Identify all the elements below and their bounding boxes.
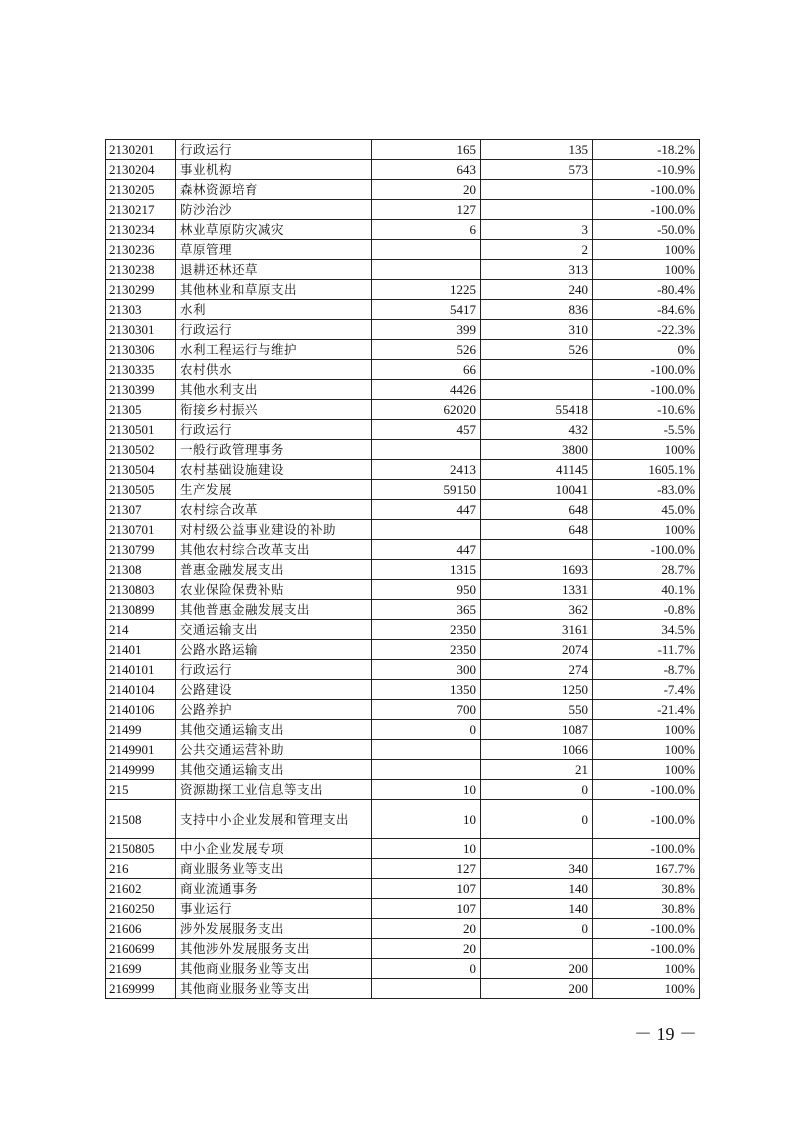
table-row: [106, 879, 700, 899]
curr-amount-cell: 140: [481, 899, 593, 919]
name-cell: 生产发展: [176, 480, 372, 500]
change-cell: -100.0%: [593, 939, 700, 959]
name-cell: 公路水路运输: [176, 640, 372, 660]
name-cell: 商业服务业等支出: [176, 859, 372, 879]
curr-amount-cell: [481, 380, 593, 400]
code-cell: 21401: [106, 640, 176, 660]
curr-amount-cell: 0: [481, 780, 593, 800]
change-cell: -11.7%: [593, 640, 700, 660]
code-cell: 2140104: [106, 680, 176, 700]
change-cell: -100.0%: [593, 780, 700, 800]
code-cell: 2130799: [106, 540, 176, 560]
name-cell: 公共交通运营补助: [176, 740, 372, 760]
name-cell: 普惠金融发展支出: [176, 560, 372, 580]
name-cell: 公路建设: [176, 680, 372, 700]
prev-amount-cell: 107: [372, 879, 481, 899]
table-row: [106, 200, 700, 220]
code-cell: 21305: [106, 400, 176, 420]
curr-amount-cell: 340: [481, 859, 593, 879]
change-cell: -10.9%: [593, 160, 700, 180]
change-cell: 100%: [593, 760, 700, 780]
table-row: [106, 780, 700, 800]
curr-amount-cell: [481, 839, 593, 859]
change-cell: 28.7%: [593, 560, 700, 580]
code-cell: 2160250: [106, 899, 176, 919]
change-cell: 100%: [593, 720, 700, 740]
name-cell: 商业流通事务: [176, 879, 372, 899]
name-cell: 行政运行: [176, 320, 372, 340]
table-row: [106, 600, 700, 620]
prev-amount-cell: 10: [372, 800, 481, 839]
curr-amount-cell: [481, 360, 593, 380]
table-row: [106, 700, 700, 720]
code-cell: 2130201: [106, 140, 176, 160]
change-cell: -84.6%: [593, 300, 700, 320]
table-row: [106, 340, 700, 360]
code-cell: 2140106: [106, 700, 176, 720]
name-cell: 其他商业服务业等支出: [176, 959, 372, 979]
curr-amount-cell: 313: [481, 260, 593, 280]
change-cell: 45.0%: [593, 500, 700, 520]
code-cell: 2130504: [106, 460, 176, 480]
name-cell: 行政运行: [176, 140, 372, 160]
code-cell: 2130301: [106, 320, 176, 340]
prev-amount-cell: 59150: [372, 480, 481, 500]
curr-amount-cell: [481, 540, 593, 560]
name-cell: 公路养护: [176, 700, 372, 720]
table-row: [106, 620, 700, 640]
change-cell: 1605.1%: [593, 460, 700, 480]
curr-amount-cell: 648: [481, 520, 593, 540]
prev-amount-cell: 950: [372, 580, 481, 600]
change-cell: 30.8%: [593, 899, 700, 919]
prev-amount-cell: 399: [372, 320, 481, 340]
prev-amount-cell: 1225: [372, 280, 481, 300]
table-row: [106, 180, 700, 200]
name-cell: 其他林业和草原支出: [176, 280, 372, 300]
code-cell: 21307: [106, 500, 176, 520]
prev-amount-cell: 165: [372, 140, 481, 160]
code-cell: 21699: [106, 959, 176, 979]
name-cell: 其他农村综合改革支出: [176, 540, 372, 560]
code-cell: 2169999: [106, 979, 176, 999]
change-cell: -100.0%: [593, 380, 700, 400]
name-cell: 农业保险保费补贴: [176, 580, 372, 600]
change-cell: -100.0%: [593, 540, 700, 560]
code-cell: 2140101: [106, 660, 176, 680]
curr-amount-cell: 3: [481, 220, 593, 240]
prev-amount-cell: [372, 760, 481, 780]
curr-amount-cell: 41145: [481, 460, 593, 480]
table-row: [106, 420, 700, 440]
table-row: [106, 540, 700, 560]
name-cell: 支持中小企业发展和管理支出: [176, 800, 372, 839]
table-row: [106, 380, 700, 400]
name-cell: 交通运输支出: [176, 620, 372, 640]
name-cell: 中小企业发展专项: [176, 839, 372, 859]
table-row: [106, 740, 700, 760]
code-cell: 2130204: [106, 160, 176, 180]
table-row: [106, 580, 700, 600]
table-row: [106, 859, 700, 879]
code-cell: 2130899: [106, 600, 176, 620]
prev-amount-cell: 447: [372, 540, 481, 560]
curr-amount-cell: 526: [481, 340, 593, 360]
name-cell: 其他商业服务业等支出: [176, 979, 372, 999]
change-cell: -80.4%: [593, 280, 700, 300]
table-row: [106, 959, 700, 979]
table-row: [106, 720, 700, 740]
table-row: [106, 240, 700, 260]
table-row: [106, 660, 700, 680]
name-cell: 资源勘探工业信息等支出: [176, 780, 372, 800]
code-cell: 214: [106, 620, 176, 640]
name-cell: 其他水利支出: [176, 380, 372, 400]
table-row: [106, 640, 700, 660]
table-row: [106, 800, 700, 839]
change-cell: -0.8%: [593, 600, 700, 620]
table-row: [106, 760, 700, 780]
code-cell: 216: [106, 859, 176, 879]
name-cell: 农村综合改革: [176, 500, 372, 520]
curr-amount-cell: 0: [481, 919, 593, 939]
change-cell: -100.0%: [593, 360, 700, 380]
table-row: [106, 440, 700, 460]
table-row: [106, 899, 700, 919]
curr-amount-cell: 362: [481, 600, 593, 620]
table-row: [106, 160, 700, 180]
table-row: [106, 280, 700, 300]
prev-amount-cell: [372, 240, 481, 260]
curr-amount-cell: 1087: [481, 720, 593, 740]
curr-amount-cell: 274: [481, 660, 593, 680]
curr-amount-cell: 55418: [481, 400, 593, 420]
table-row: [106, 220, 700, 240]
prev-amount-cell: 107: [372, 899, 481, 919]
prev-amount-cell: 643: [372, 160, 481, 180]
name-cell: 事业机构: [176, 160, 372, 180]
curr-amount-cell: 140: [481, 879, 593, 899]
prev-amount-cell: [372, 520, 481, 540]
code-cell: 2130306: [106, 340, 176, 360]
code-cell: 21606: [106, 919, 176, 939]
change-cell: 100%: [593, 440, 700, 460]
prev-amount-cell: 526: [372, 340, 481, 360]
code-cell: 2130335: [106, 360, 176, 380]
prev-amount-cell: 457: [372, 420, 481, 440]
change-cell: -21.4%: [593, 700, 700, 720]
table-row: [106, 979, 700, 999]
code-cell: 2130701: [106, 520, 176, 540]
name-cell: 衔接乡村振兴: [176, 400, 372, 420]
prev-amount-cell: 2413: [372, 460, 481, 480]
change-cell: -8.7%: [593, 660, 700, 680]
table-row: [106, 500, 700, 520]
name-cell: 林业草原防灾减灾: [176, 220, 372, 240]
table-row: [106, 400, 700, 420]
change-cell: 100%: [593, 240, 700, 260]
prev-amount-cell: 447: [372, 500, 481, 520]
code-cell: 2130501: [106, 420, 176, 440]
prev-amount-cell: 2350: [372, 620, 481, 640]
curr-amount-cell: 310: [481, 320, 593, 340]
table-row: [106, 560, 700, 580]
prev-amount-cell: [372, 979, 481, 999]
change-cell: -5.5%: [593, 420, 700, 440]
table-row: [106, 520, 700, 540]
code-cell: 2149999: [106, 760, 176, 780]
code-cell: 2160699: [106, 939, 176, 959]
name-cell: 其他交通运输支出: [176, 760, 372, 780]
curr-amount-cell: [481, 180, 593, 200]
code-cell: 2130803: [106, 580, 176, 600]
name-cell: 行政运行: [176, 420, 372, 440]
curr-amount-cell: 573: [481, 160, 593, 180]
code-cell: 2150805: [106, 839, 176, 859]
change-cell: -10.6%: [593, 400, 700, 420]
code-cell: 2130399: [106, 380, 176, 400]
name-cell: 涉外发展服务支出: [176, 919, 372, 939]
budget-table: [105, 139, 700, 999]
code-cell: 2149901: [106, 740, 176, 760]
name-cell: 其他涉外发展服务支出: [176, 939, 372, 959]
curr-amount-cell: 200: [481, 959, 593, 979]
change-cell: 167.7%: [593, 859, 700, 879]
name-cell: 其他交通运输支出: [176, 720, 372, 740]
code-cell: 21508: [106, 800, 176, 839]
change-cell: -100.0%: [593, 200, 700, 220]
change-cell: -7.4%: [593, 680, 700, 700]
curr-amount-cell: 648: [481, 500, 593, 520]
prev-amount-cell: 20: [372, 919, 481, 939]
curr-amount-cell: 2: [481, 240, 593, 260]
prev-amount-cell: 700: [372, 700, 481, 720]
table-body: [106, 140, 700, 999]
curr-amount-cell: 135: [481, 140, 593, 160]
prev-amount-cell: [372, 440, 481, 460]
change-cell: 100%: [593, 959, 700, 979]
prev-amount-cell: 0: [372, 720, 481, 740]
prev-amount-cell: 2350: [372, 640, 481, 660]
change-cell: -18.2%: [593, 140, 700, 160]
table-row: [106, 260, 700, 280]
prev-amount-cell: 10: [372, 780, 481, 800]
prev-amount-cell: 20: [372, 939, 481, 959]
curr-amount-cell: 550: [481, 700, 593, 720]
change-cell: 30.8%: [593, 879, 700, 899]
curr-amount-cell: 240: [481, 280, 593, 300]
table-row: [106, 300, 700, 320]
change-cell: 40.1%: [593, 580, 700, 600]
prev-amount-cell: 62020: [372, 400, 481, 420]
change-cell: 100%: [593, 520, 700, 540]
curr-amount-cell: 3800: [481, 440, 593, 460]
name-cell: 水利: [176, 300, 372, 320]
name-cell: 退耕还林还草: [176, 260, 372, 280]
prev-amount-cell: 1315: [372, 560, 481, 580]
name-cell: 农村供水: [176, 360, 372, 380]
code-cell: 2130502: [106, 440, 176, 460]
prev-amount-cell: 300: [372, 660, 481, 680]
change-cell: 34.5%: [593, 620, 700, 640]
change-cell: 100%: [593, 979, 700, 999]
name-cell: 农村基础设施建设: [176, 460, 372, 480]
change-cell: -50.0%: [593, 220, 700, 240]
table-row: [106, 460, 700, 480]
table-row: [106, 939, 700, 959]
table-row: [106, 320, 700, 340]
prev-amount-cell: 0: [372, 959, 481, 979]
curr-amount-cell: 200: [481, 979, 593, 999]
curr-amount-cell: 21: [481, 760, 593, 780]
prev-amount-cell: 127: [372, 859, 481, 879]
table-row: [106, 919, 700, 939]
change-cell: 100%: [593, 740, 700, 760]
prev-amount-cell: [372, 260, 481, 280]
prev-amount-cell: 6: [372, 220, 481, 240]
prev-amount-cell: 5417: [372, 300, 481, 320]
curr-amount-cell: 3161: [481, 620, 593, 640]
name-cell: 防沙治沙: [176, 200, 372, 220]
code-cell: 21499: [106, 720, 176, 740]
change-cell: -100.0%: [593, 919, 700, 939]
code-cell: 2130217: [106, 200, 176, 220]
curr-amount-cell: 1693: [481, 560, 593, 580]
change-cell: -100.0%: [593, 800, 700, 839]
code-cell: 2130238: [106, 260, 176, 280]
code-cell: 2130505: [106, 480, 176, 500]
prev-amount-cell: 127: [372, 200, 481, 220]
table-row: [106, 680, 700, 700]
curr-amount-cell: 10041: [481, 480, 593, 500]
prev-amount-cell: 1350: [372, 680, 481, 700]
name-cell: 其他普惠金融发展支出: [176, 600, 372, 620]
curr-amount-cell: 0: [481, 800, 593, 839]
name-cell: 事业运行: [176, 899, 372, 919]
curr-amount-cell: 1331: [481, 580, 593, 600]
change-cell: -83.0%: [593, 480, 700, 500]
name-cell: 森林资源培育: [176, 180, 372, 200]
curr-amount-cell: 432: [481, 420, 593, 440]
change-cell: -100.0%: [593, 180, 700, 200]
code-cell: 21308: [106, 560, 176, 580]
prev-amount-cell: [372, 740, 481, 760]
curr-amount-cell: 1250: [481, 680, 593, 700]
table-row: [106, 360, 700, 380]
curr-amount-cell: [481, 200, 593, 220]
code-cell: 21602: [106, 879, 176, 899]
name-cell: 草原管理: [176, 240, 372, 260]
prev-amount-cell: 4426: [372, 380, 481, 400]
table-row: [106, 839, 700, 859]
name-cell: 水利工程运行与维护: [176, 340, 372, 360]
code-cell: 2130234: [106, 220, 176, 240]
name-cell: 一般行政管理事务: [176, 440, 372, 460]
change-cell: 100%: [593, 260, 700, 280]
change-cell: 0%: [593, 340, 700, 360]
prev-amount-cell: 66: [372, 360, 481, 380]
prev-amount-cell: 10: [372, 839, 481, 859]
curr-amount-cell: 1066: [481, 740, 593, 760]
code-cell: 2130299: [106, 280, 176, 300]
prev-amount-cell: 20: [372, 180, 481, 200]
code-cell: 2130205: [106, 180, 176, 200]
table-row: [106, 140, 700, 160]
change-cell: -22.3%: [593, 320, 700, 340]
name-cell: 对村级公益事业建设的补助: [176, 520, 372, 540]
code-cell: 2130236: [106, 240, 176, 260]
table-row: [106, 480, 700, 500]
curr-amount-cell: 836: [481, 300, 593, 320]
curr-amount-cell: [481, 939, 593, 959]
prev-amount-cell: 365: [372, 600, 481, 620]
page-number: － 19 －: [634, 1024, 697, 1044]
change-cell: -100.0%: [593, 839, 700, 859]
curr-amount-cell: 2074: [481, 640, 593, 660]
name-cell: 行政运行: [176, 660, 372, 680]
code-cell: 215: [106, 780, 176, 800]
code-cell: 21303: [106, 300, 176, 320]
